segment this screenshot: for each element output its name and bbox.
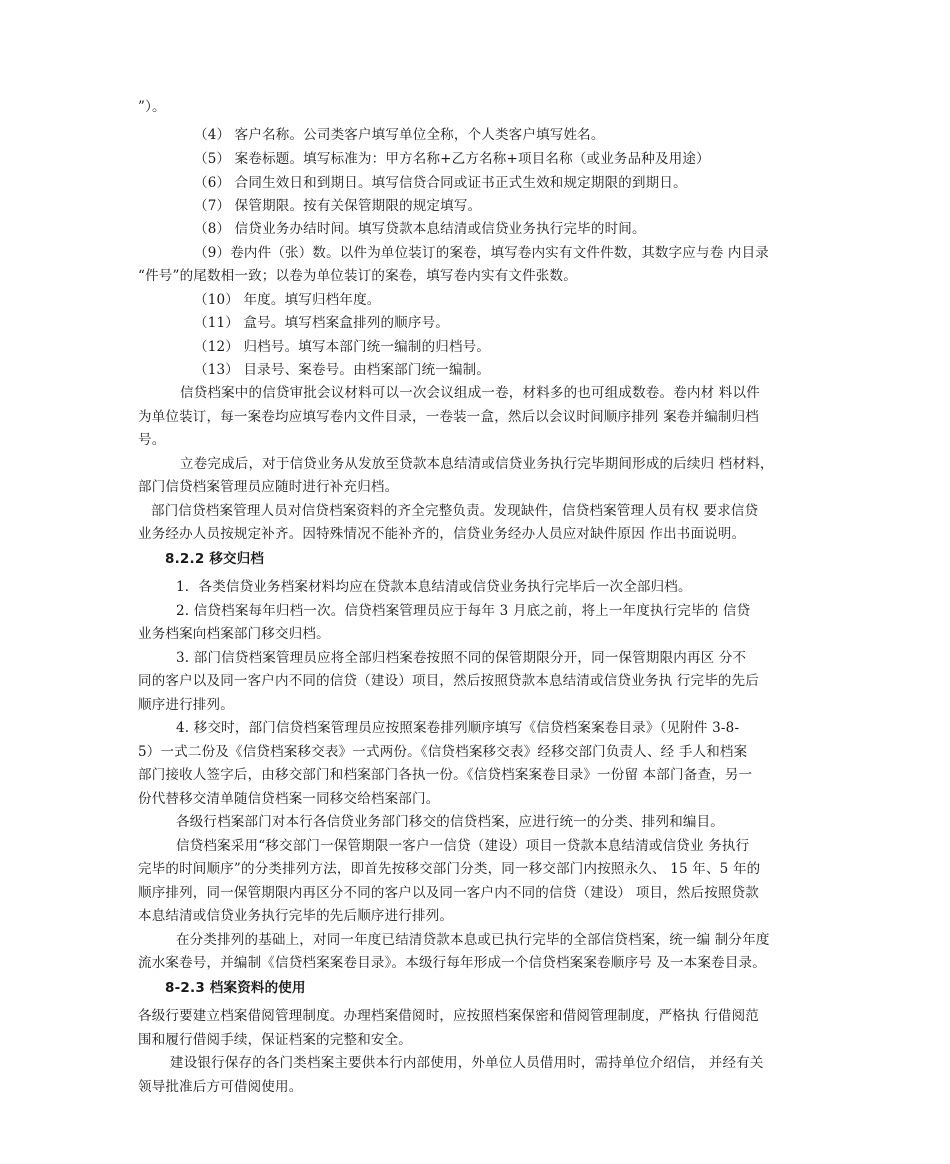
text-line: 部门接收人签字后，由移交部门和档案部门各执一份。《信贷档案案卷目录》一份留 本部门备查，另一 — [138, 767, 753, 783]
list-item: （6） 合同生效日和到期日。填写信贷合同或证书正式生效和规定期限的到期日。 — [194, 175, 687, 191]
paragraph-line: 信贷档案中的信贷审批会议材料可以一次会议组成一卷，材料多的也可组成数卷。卷内材 料以件 — [180, 385, 760, 401]
text-line: 5）一式二份及《信贷档案移交表》一式两份。《信贷档案移交表》经移交部门负责人、经 手人和档案 — [138, 744, 748, 760]
paragraph-line: 2. 信贷档案每年归档一次。信贷档案管理员应于每年 3 月底之前，将上一年度执行完毕的 信贷 — [176, 603, 751, 619]
text-line: 本息结清或信贷业务执行完毕的先后顺序进行排列。 — [138, 908, 454, 924]
text-line: 号。 — [138, 432, 166, 448]
text-line: 完毕的时间顺序”的分类排列方法，即首先按移交部门分类，同一移交部门内按照永久、 15 年、5 年的 — [138, 861, 761, 877]
paragraph-line: 4. 移交时，部门信贷档案管理员应按照案卷排列顺序填写《信贷档案案卷目录》（见附件 3-8- — [176, 720, 740, 736]
paragraph-line: 建设银行保存的各门类档案主要供本行内部使用，外单位人员借用时，需持单位介绍信， 并经有关 — [170, 1055, 764, 1071]
text-line: 业务经办人员按规定补齐。因特殊情况不能补齐的，信贷业务经办人员应对缺件原因 作出书面说明。 — [138, 526, 746, 542]
list-item: （12） 归档号。填写本部门统一编制的归档号。 — [194, 339, 491, 355]
text-line: 部门信贷档案管理员应随时进行补充归档。 — [138, 479, 399, 495]
text-line: 同的客户以及同一客户内不同的信贷（建设）项目，然后按照贷款本息结清或信贷业务执 行完毕的先后 — [138, 673, 759, 689]
text-line: 围和履行借阅手续，保证档案的完整和安全。 — [138, 1032, 412, 1048]
list-item: （10） 年度。填写归档年度。 — [194, 292, 381, 308]
text-line: 领导批准后方可借阅使用。 — [138, 1079, 303, 1095]
list-item: （13） 目录号、案卷号。由档案部门统一编制。 — [194, 362, 491, 378]
text-line: ”）。 — [138, 99, 166, 115]
text-line: “件号”的尾数相一致；以卷为单位装订的案卷，填写卷内实有文件张数。 — [138, 268, 577, 284]
text-line: 各级行要建立档案借阅管理制度。办理档案借阅时，应按照档案保密和借阅管理制度，严格执 行借阅范 — [138, 1008, 759, 1024]
list-item: （5） 案卷标题。填写标准为：甲方名称+乙方名称+项目名称（或业务品种及用途） — [194, 151, 710, 167]
paragraph-line: 立卷完成后，对于信贷业务从发放至贷款本息结清或信贷业务执行完毕期间形成的后续归 档材料， — [180, 456, 774, 472]
list-item: （8） 信贷业务办结时间。填写贷款本息结清或信贷业务执行完毕的时间。 — [194, 221, 646, 237]
paragraph-line: 信贷档案采用“移交部门一保管期限一客户一信贷（建设）项目一贷款本息结清或信贷业 务执行 — [176, 838, 750, 854]
paragraph-line: 部门信贷档案管理人员对信贷档案资料的齐全完整负责。发现缺件，信贷档案管理人员有权 要求信贷 — [151, 503, 759, 519]
paragraph-line: 各级行档案部门对本行各信贷业务部门移交的信贷档案，应进行统一的分类、排列和编目。 — [176, 814, 724, 830]
text-line: 顺序排列，同一保管期限内再区分不同的客户以及同一客户内不同的信贷（建设） 项目，然后按照贷款 — [138, 885, 759, 901]
text-line: 份代替移交清单随信贷档案一同移交给档案部门。 — [138, 791, 440, 807]
paragraph-line: 1．各类信贷业务档案材料均应在贷款本息结清或信贷业务执行完毕后一次全部归档。 — [176, 579, 692, 595]
text-line: 为单位装订，每一案卷均应填写卷内文件目录，一卷装一盒，然后以会议时间顺序排列 案卷并编制归档 — [138, 409, 759, 425]
section-heading: 8.2.2 移交归档 — [165, 551, 265, 567]
text-line: 流水案卷号，并编制《信贷档案案卷目录》。本级行每年形成一个信贷档案案卷顺序号 及一本案卷目录。 — [138, 955, 766, 971]
list-item: （11） 盒号。填写档案盒排列的顺序号。 — [194, 315, 449, 331]
list-item: （7） 保管期限。按有关保管期限的规定填写。 — [194, 198, 482, 214]
list-item: （4） 客户名称。公司类客户填写单位全称，个人类客户填写姓名。 — [194, 127, 605, 143]
paragraph-line: 在分类排列的基础上，对同一年度已结清贷款本息或已执行完毕的全部信贷档案，统一编 制分年度 — [176, 932, 770, 948]
paragraph-line: 3. 部门信贷档案管理员应将全部归档案卷按照不同的保管期限分开，同一保管期限内再区 分不 — [176, 650, 747, 666]
section-heading: 8-2.3 档案资料的使用 — [165, 980, 306, 996]
text-line: 业务档案向档案部门移交归档。 — [138, 626, 330, 642]
text-line: 顺序进行排列。 — [138, 697, 234, 713]
list-item: （9）卷内件（张）数。以件为单位装订的案卷，填写卷内实有文件件数，其数字应与卷 内目录 — [194, 245, 769, 261]
